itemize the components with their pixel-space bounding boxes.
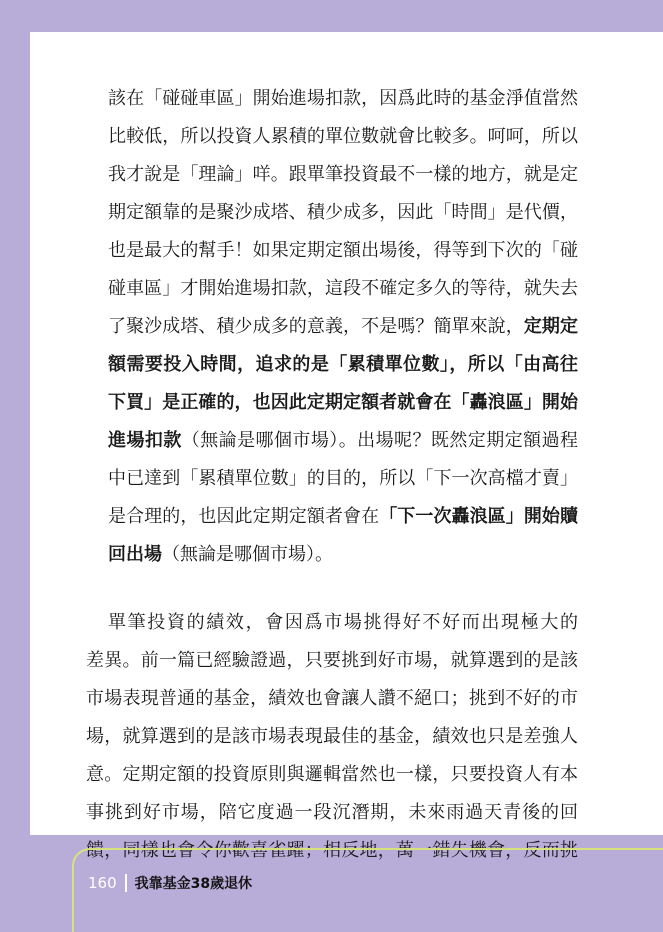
text-line (108, 422, 578, 460)
text-line (108, 80, 578, 118)
text-line (108, 156, 578, 194)
book-title: 我靠基金38歲退休 (134, 876, 253, 892)
footer-divider (125, 874, 127, 892)
text-segment: 該在「碰碰車區」開始進場扣款，因爲此時的基金淨值當然 (108, 88, 578, 109)
text-segment: 是合理的，也因此定期定額者會在 (108, 506, 380, 527)
text-line: 差異。前一篇已經驗證過，只要挑到好市場，就算選到的是該 (86, 650, 578, 671)
page-number: 160 (88, 874, 117, 892)
text-segment: 比較低，所以投資人累積的單位數就會比較多。呵呵，所以 (108, 126, 578, 147)
text-line (108, 308, 578, 346)
text-line: 市場表現普通的基金，績效也會讓人讚不絕口；挑到不好的市 (86, 688, 578, 709)
decorative-dot-top (32, 34, 56, 58)
text-line (108, 270, 578, 308)
text-segment: （無論是哪個市場）。 (162, 544, 333, 565)
text-segment: 期定額靠的是聚沙成塔、積少成多，因此「時間」是代價， (108, 202, 578, 223)
bold-text: 額需要投入時間，追求的是「累積單位數」，所以「由高往 (108, 354, 578, 375)
text-line (108, 498, 578, 536)
paragraph-2 (86, 604, 578, 870)
decorative-dot-bottom (32, 808, 56, 832)
text-segment: （無論是哪個市場）。出場呢？既然定期定額過程 (181, 430, 579, 451)
text-line: 意。定期定額的投資原則與邏輯當然也一樣，只要投資人有本 (86, 764, 578, 785)
text-line: 饋，同樣也會令你歡喜雀躍；相反地，萬一錯失機會，反而挑 (86, 840, 578, 861)
text-line (108, 384, 578, 422)
page-footer (72, 868, 252, 898)
text-segment: 也是最大的幫手！如果定期定額出場後，得等到下次的「碰 (108, 240, 578, 261)
body-text (86, 80, 579, 870)
text-line (108, 232, 578, 270)
text-line (108, 346, 578, 384)
text-line: 事挑到好市場，陪它度過一段沉潛期，未來雨過天青後的回 (86, 802, 578, 823)
text-line: 場，就算選到的是該市場表現最佳的基金，績效也只是差強人 (86, 726, 578, 747)
text-line (108, 118, 578, 156)
text-segment: 了聚沙成塔、積少成多的意義，不是嗎？簡單來說， (108, 316, 524, 337)
text-line (108, 460, 578, 498)
text-line (108, 194, 578, 232)
text-segment: 碰車區」才開始進場扣款，這段不確定多久的等待，就失去 (108, 278, 578, 299)
bold-text: 定期定 (523, 316, 579, 337)
text-line: 單筆投資的績效，會因爲市場挑得好不好而出現極大的 (108, 612, 578, 633)
bold-text: 下買」是正確的，也因此定期定額者就會在「轟浪區」開始 (108, 392, 578, 413)
text-segment: 我才說是「理論」咩。跟單筆投資最不一樣的地方，就是定 (108, 164, 578, 185)
paragraph-1 (108, 80, 578, 574)
bold-text: 進場扣款 (108, 430, 182, 451)
bold-text: 回出場 (108, 544, 162, 565)
text-segment: 中已達到「累積單位數」的目的，所以「下一次高檔才賣」 (108, 468, 578, 489)
bold-text: 「下一次轟浪區」開始贖 (379, 506, 579, 527)
text-line (108, 536, 578, 574)
